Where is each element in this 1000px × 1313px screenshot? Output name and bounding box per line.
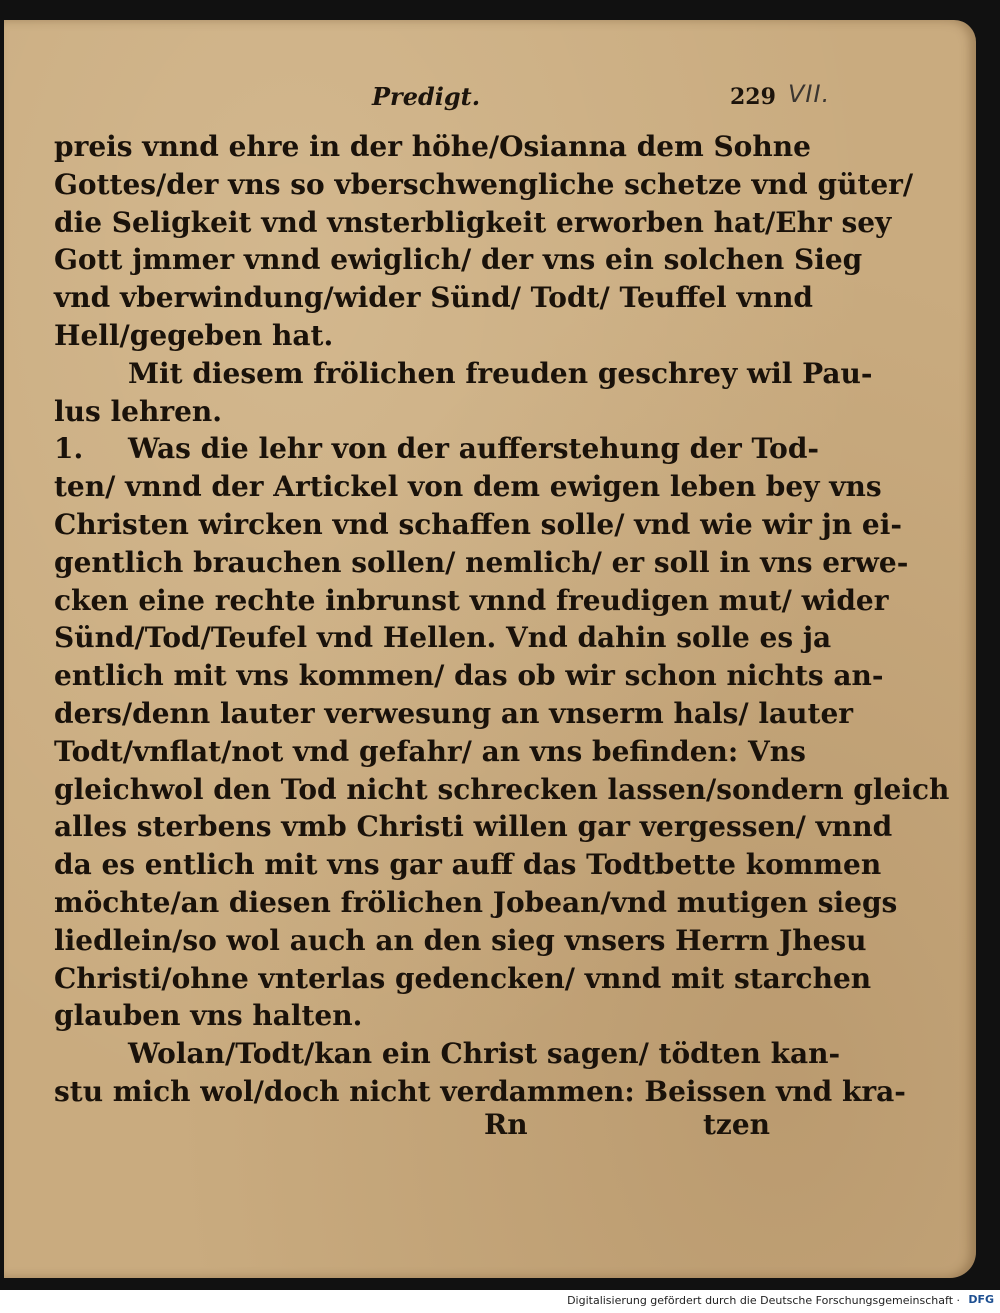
text-line: [54, 355, 873, 393]
handwritten-archive-note: VII.: [788, 80, 831, 108]
line-text: glauben vns halten.: [54, 999, 363, 1033]
line-text: da es entlich mit vns gar auff das Todtbette kommen: [54, 848, 882, 882]
text-line: [54, 279, 814, 317]
line-text: Christi/ohne vnterlas gedencken/ vnnd mit starchen: [54, 961, 872, 995]
text-line: [54, 128, 811, 166]
funding-credit: Digitalisierung gefördert durch die Deutsche Forschungsgemeinschaft ·: [567, 1294, 960, 1307]
text-line: [54, 808, 893, 846]
line-text: Was die lehr von der aufferstehung der Tod-: [128, 432, 820, 466]
text-line: [54, 544, 909, 582]
line-text: Wolan/Todt/kan ein Christ sagen/ tödten kan-: [128, 1037, 841, 1071]
line-text: cken eine rechte inbrunst vnnd freudigen mut/ wider: [54, 583, 889, 617]
line-text: Sünd/Tod/Teufel vnd Hellen. Vnd dahin solle es ja: [54, 621, 832, 655]
body-text: [54, 128, 950, 1111]
line-text: Hell/gegeben hat.: [54, 318, 334, 352]
dfg-logo: DFG: [968, 1293, 994, 1306]
text-line: [54, 430, 820, 468]
text-line: [54, 393, 780, 431]
line-text: gleichwol den Tod nicht schrecken lassen/sondern gleich: [54, 772, 950, 806]
book-page: [4, 20, 976, 1278]
text-line: [54, 960, 872, 998]
text-line: [54, 317, 780, 355]
text-line: [54, 468, 882, 506]
line-text: Gott jmmer vnnd ewiglich/ der vns ein solchen Sieg: [54, 243, 863, 277]
text-line: [54, 166, 914, 204]
digitization-footer: [0, 1290, 1000, 1313]
line-text: stu mich wol/doch nicht verdammen: Beissen vnd kra-: [54, 1074, 906, 1108]
line-text: gentlich brauchen sollen/ nemlich/ er soll in vns erwe-: [54, 545, 909, 579]
text-line: [54, 582, 889, 620]
text-line: [54, 922, 867, 960]
text-line: [54, 733, 806, 771]
page-header: [54, 80, 831, 118]
line-text: Mit diesem frölichen freuden geschrey wil Pau-: [128, 356, 873, 390]
page-number: 229: [730, 84, 776, 110]
catchword-row: [54, 1108, 770, 1148]
line-text: Todt/vnflat/not vnd gefahr/ an vns befinden: Vns: [54, 734, 806, 768]
line-text: Gottes/der vns so vberschwengliche schetze vnd güter/: [54, 167, 914, 201]
text-line: [54, 695, 854, 733]
text-line: [54, 619, 832, 657]
line-text: entlich mit vns kommen/ das ob wir schon nichts an-: [54, 659, 884, 693]
text-line: [54, 846, 882, 884]
text-line: [54, 657, 884, 695]
catchword: tzen: [702, 1108, 770, 1141]
line-text: ders/denn lauter verwesung an vnserm hals/ lauter: [54, 696, 854, 730]
text-line: [54, 1073, 906, 1111]
running-head: Predigt.: [372, 82, 481, 111]
line-text: alles sterbens vmb Christi willen gar vergessen/ vnnd: [54, 810, 893, 844]
text-line: [54, 1035, 841, 1073]
section-number: 1.: [54, 432, 84, 466]
text-line: [54, 506, 902, 544]
line-text: ten/ vnnd der Artickel von dem ewigen leben bey vns: [54, 470, 882, 504]
text-line: [54, 771, 950, 809]
text-line: [54, 241, 863, 279]
line-text: Christen wircken vnd schaffen solle/ vnd wie wir jn ei-: [54, 507, 902, 541]
line-text: lus lehren.: [54, 394, 222, 428]
line-text: liedlein/so wol auch an den sieg vnsers Herrn Jhesu: [54, 923, 867, 957]
line-text: möchte/an diesen frölichen Jobean/vnd mutigen siegs: [54, 885, 898, 919]
line-text: die Seligkeit vnd vnsterbligkeit erworben hat/Ehr sey: [54, 205, 892, 239]
line-text: preis vnnd ehre in der höhe/Osianna dem Sohne: [54, 130, 811, 163]
text-line: [54, 997, 780, 1035]
line-text: vnd vberwindung/wider Sünd/ Todt/ Teuffel vnnd: [54, 281, 814, 315]
text-line: [54, 884, 898, 922]
text-line: [54, 204, 892, 242]
signature-mark: Rn: [484, 1108, 528, 1141]
